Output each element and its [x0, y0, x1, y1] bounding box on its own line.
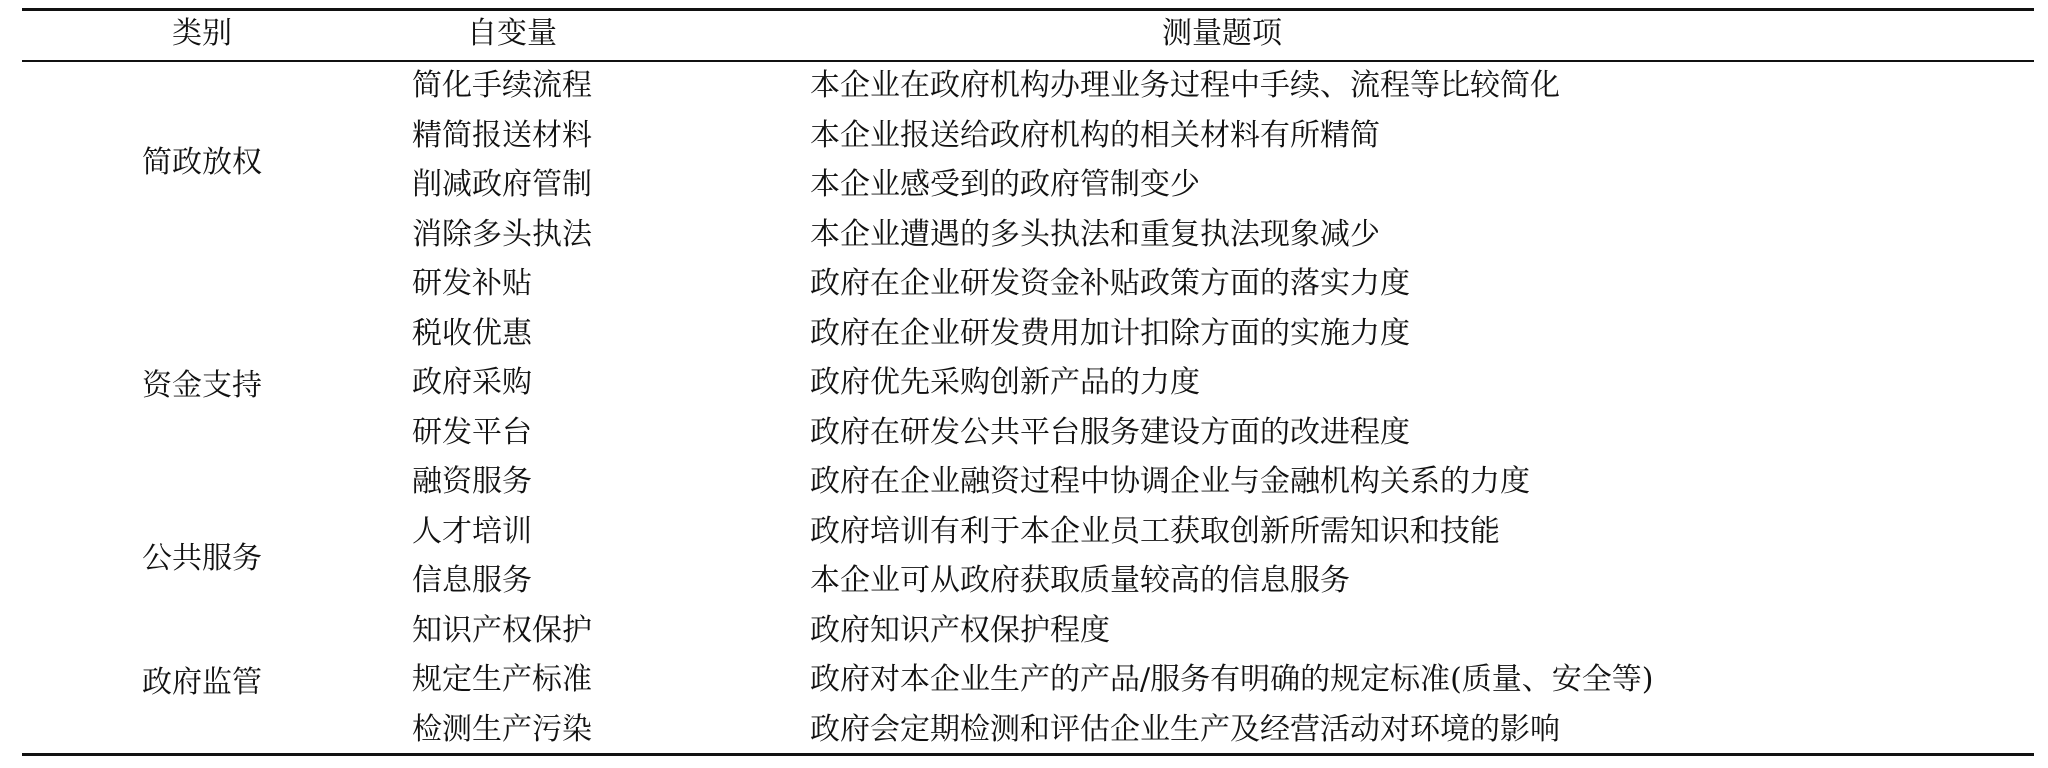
table-row — [22, 361, 2034, 411]
table-row — [22, 114, 2034, 164]
measurement-item-cell: 本企业可从政府获取质量较高的信息服务 — [810, 563, 1350, 598]
table-bottom-rule — [22, 753, 2034, 756]
header-measurement-item: 测量题项 — [1162, 16, 1282, 51]
variable-cell: 研发补贴 — [412, 266, 532, 301]
variable-cell: 规定生产标准 — [412, 662, 592, 697]
measurement-item-cell: 政府会定期检测和评估企业生产及经营活动对环境的影响 — [810, 711, 1560, 747]
table-row — [22, 213, 2034, 263]
table-header-rule — [22, 60, 2034, 62]
variable-cell: 研发平台 — [412, 414, 532, 450]
variable-cell: 消除多头执法 — [412, 216, 592, 252]
header-variable: 自变量 — [467, 16, 557, 51]
category-label: 资金支持 — [142, 367, 262, 403]
table-row — [22, 460, 2034, 510]
variable-cell: 精简报送材料 — [412, 117, 592, 153]
category-label: 政府监管 — [142, 664, 262, 700]
table-row — [22, 262, 2034, 312]
measurement-item-cell: 政府优先采购创新产品的力度 — [810, 365, 1200, 400]
measurement-item-cell: 政府在企业研发费用加计扣除方面的实施力度 — [810, 315, 1410, 351]
measurement-item-cell: 本企业遭遇的多头执法和重复执法现象减少 — [810, 216, 1380, 252]
measurement-item-cell: 政府知识产权保护程度 — [810, 612, 1110, 648]
measurement-item-cell: 政府对本企业生产的产品/服务有明确的规定标准(质量、安全等) — [810, 662, 1654, 697]
variable-cell: 简化手续流程 — [412, 68, 592, 103]
variable-cell: 政府采购 — [412, 365, 532, 400]
table-row — [22, 510, 2034, 560]
measurement-item-cell: 本企业在政府机构办理业务过程中手续、流程等比较简化 — [810, 68, 1560, 103]
category-label: 公共服务 — [142, 541, 262, 576]
table-row — [22, 411, 2034, 461]
variable-cell: 信息服务 — [412, 563, 532, 598]
measurement-item-cell: 本企业感受到的政府管制变少 — [810, 167, 1200, 202]
variable-cell: 融资服务 — [412, 464, 532, 499]
variable-cell: 税收优惠 — [412, 315, 532, 351]
table-row — [22, 658, 2034, 708]
measurement-item-cell: 政府在企业融资过程中协调企业与金融机构关系的力度 — [810, 464, 1530, 499]
measurement-item-cell: 政府在企业研发资金补贴政策方面的落实力度 — [810, 266, 1410, 301]
variable-cell: 知识产权保护 — [412, 612, 592, 648]
table-row — [22, 163, 2034, 213]
table-row — [22, 708, 2034, 758]
variable-cell: 检测生产污染 — [412, 711, 592, 747]
variable-cell: 削减政府管制 — [412, 167, 592, 202]
table-row — [22, 559, 2034, 609]
variable-cell: 人才培训 — [412, 513, 532, 549]
measurement-item-cell: 本企业报送给政府机构的相关材料有所精简 — [810, 117, 1380, 153]
table-top-rule — [22, 8, 2034, 11]
table-row — [22, 64, 2034, 114]
header-category: 类别 — [172, 16, 232, 51]
measurement-item-cell: 政府在研发公共平台服务建设方面的改进程度 — [810, 414, 1410, 450]
category-label: 简政放权 — [142, 145, 262, 180]
table-row — [22, 609, 2034, 659]
table-row — [22, 312, 2034, 362]
measurement-item-cell: 政府培训有利于本企业员工获取创新所需知识和技能 — [810, 513, 1500, 549]
